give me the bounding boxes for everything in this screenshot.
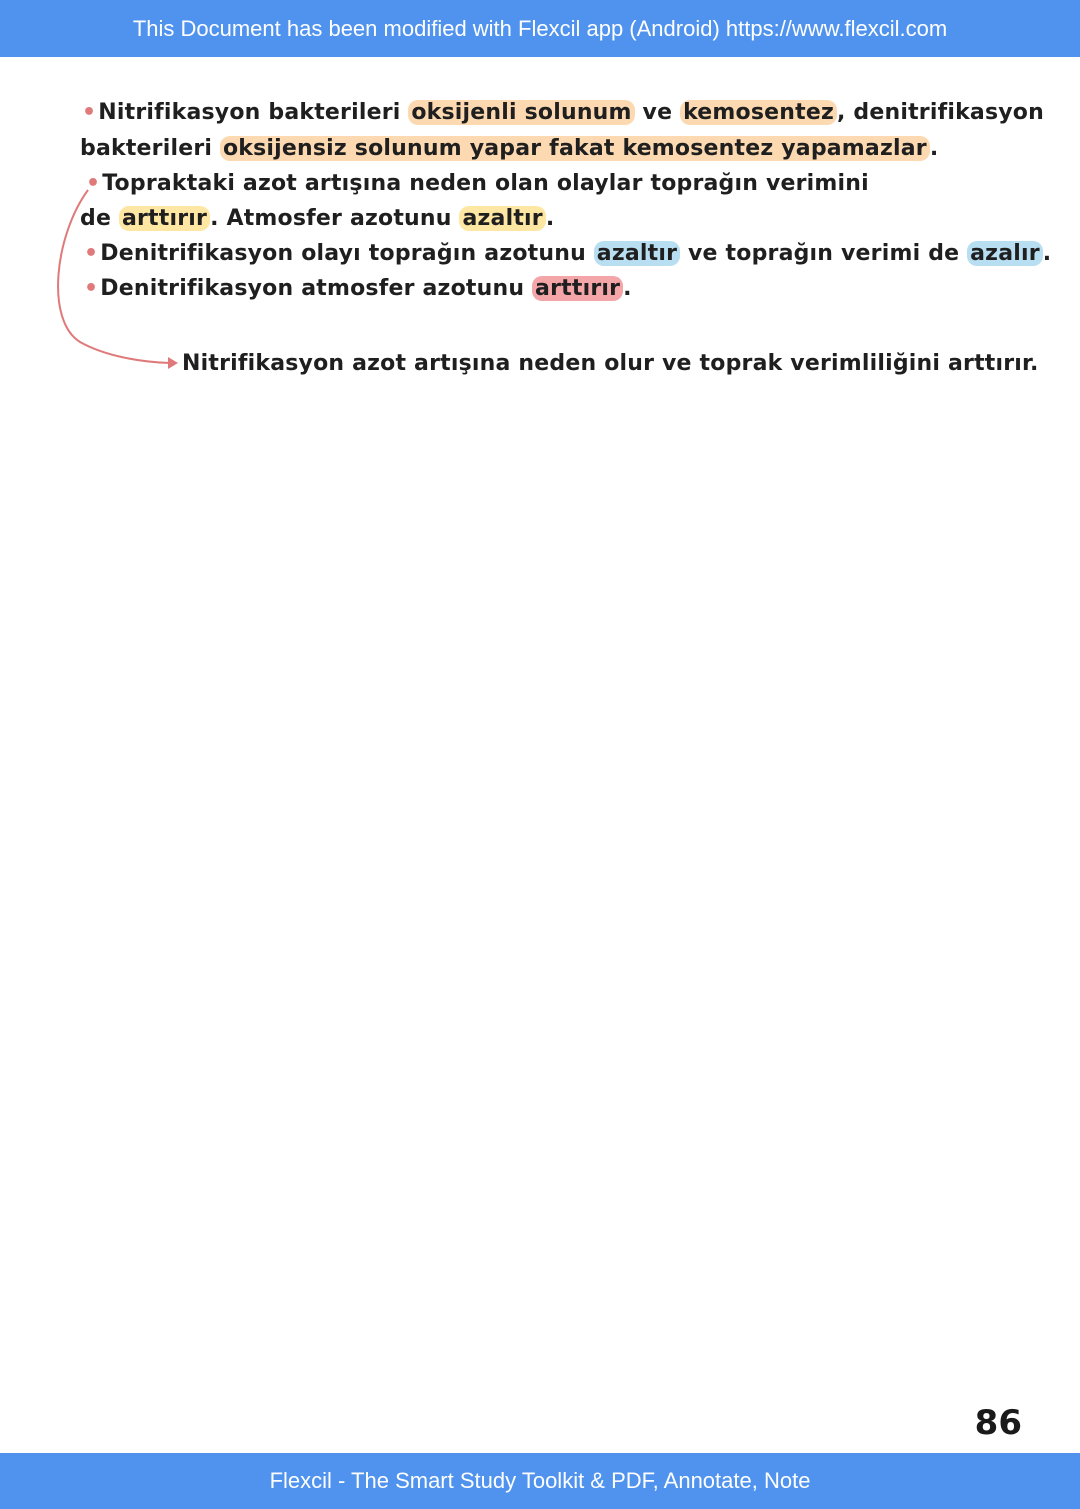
note-line-6 bbox=[84, 272, 632, 306]
highlight-text: arttırır bbox=[532, 276, 623, 301]
note-text: ve bbox=[634, 100, 681, 125]
highlight-text: kemosentez bbox=[680, 100, 837, 125]
highlight-text: azaltır bbox=[459, 206, 545, 231]
note-text: bakterileri bbox=[80, 136, 220, 161]
note-text: . bbox=[1042, 241, 1052, 266]
note-text: Denitrifikasyon atmosfer azotunu bbox=[100, 276, 533, 301]
highlight-text: arttırır bbox=[119, 206, 210, 231]
highlight-text: oksijensiz solunum yapar fakat kemosentez yapamazlar bbox=[220, 136, 930, 161]
conclusion-line bbox=[182, 347, 1039, 381]
conclusion-text: Nitrifikasyon azot artışına neden olur ve toprak verimliliğini arttırır. bbox=[182, 351, 1039, 376]
note-line-2 bbox=[80, 132, 938, 166]
bullet-icon: • bbox=[84, 276, 99, 301]
note-line-4 bbox=[80, 202, 554, 236]
note-text: . Atmosfer azotunu bbox=[210, 206, 460, 231]
arrow-head bbox=[168, 357, 178, 369]
note-text: Nitrifikasyon bakterileri bbox=[98, 100, 409, 125]
note-text: ve toprağın verimi de bbox=[680, 241, 968, 266]
page-number: 86 bbox=[974, 1403, 1022, 1443]
bottom-banner-text: Flexcil - The Smart Study Toolkit & PDF, Annotate, Note bbox=[269, 1468, 811, 1493]
bullet-icon: • bbox=[82, 100, 97, 125]
note-line-3 bbox=[86, 167, 869, 201]
note-text: . bbox=[623, 276, 632, 301]
note-line-5 bbox=[84, 237, 1051, 271]
note-text: Denitrifikasyon olayı toprağın azotunu bbox=[100, 241, 594, 266]
note-text: Topraktaki azot artışına neden olan olaylar toprağın verimini bbox=[102, 171, 869, 196]
note-text: , denitrifikasyon bbox=[836, 100, 1044, 125]
bullet-icon: • bbox=[84, 241, 99, 266]
note-line-1 bbox=[82, 96, 1044, 130]
note-text: de bbox=[80, 206, 119, 231]
bullet-icon: • bbox=[86, 171, 101, 196]
flexcil-bottom-banner bbox=[0, 1453, 1080, 1509]
highlight-text: azaltır bbox=[594, 241, 680, 266]
note-text: . bbox=[545, 206, 555, 231]
note-text: . bbox=[929, 136, 939, 161]
highlight-text: oksijenli solunum bbox=[408, 100, 634, 125]
highlight-text: azalır bbox=[967, 241, 1043, 266]
top-banner-text: This Document has been modified with Flexcil app (Android) https://www.flexcil.com bbox=[132, 15, 948, 41]
